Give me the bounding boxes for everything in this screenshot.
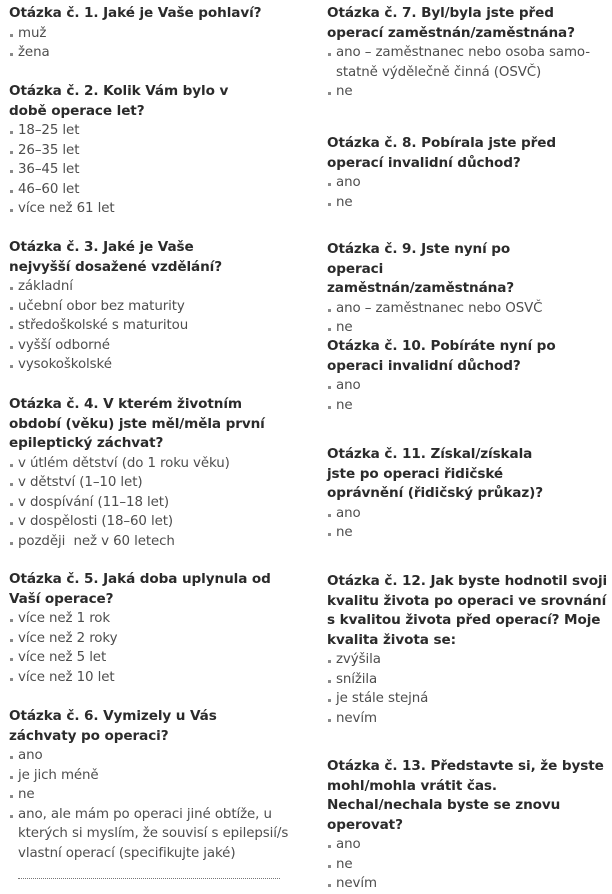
question-3	[9, 238, 299, 375]
option[interactable]: 18–25 let	[9, 121, 299, 141]
question-title: Otázka č. 1. Jaké je Vaše pohlaví?	[9, 5, 262, 21]
question-5	[9, 570, 299, 687]
question-9	[327, 240, 609, 338]
question-title: Otázka č. 2. Kolik Vám bylo v době operace let?	[9, 83, 229, 119]
question-title: Otázka č. 4. V kterém životním období (věku) jste měl/měla první epileptický záchvat?	[9, 396, 265, 451]
question-title: Otázka č. 6. Vymizely u Vás záchvaty po operaci?	[9, 708, 217, 744]
option[interactable]: více než 1 rok	[9, 609, 299, 629]
option[interactable]: 36–45 let	[9, 160, 299, 180]
option[interactable]: ano	[327, 835, 609, 855]
option[interactable]: muž	[9, 24, 299, 44]
option[interactable]: ne	[327, 318, 609, 338]
option[interactable]: ne	[327, 523, 609, 543]
question-8	[327, 134, 609, 212]
question-4	[9, 395, 299, 551]
option[interactable]: ano	[9, 746, 299, 766]
specify-answer-line[interactable]	[18, 878, 280, 879]
option[interactable]: ano	[327, 504, 609, 524]
question-title: Otázka č. 13. Představte si, že byste mohl/mohla vrátit čas. Nechal/nechala byste se znovu operovat?	[327, 758, 604, 833]
question-title: Otázka č. 7. Byl/byla jste před operací zaměstnán/zaměstnána?	[327, 5, 575, 41]
option[interactable]: 46–60 let	[9, 180, 299, 200]
question-2	[9, 82, 299, 219]
option[interactable]: ne	[327, 82, 609, 102]
question-10	[327, 337, 609, 415]
question-title: Otázka č. 12. Jak byste hodnotil svoji kvalitu života po operaci ve srovnání s kvalitou života před operací? Moje kvalita života se:	[327, 573, 608, 648]
question-title: Otázka č. 9. Jste nyní po operaci zaměstnán/zaměstnána?	[327, 241, 515, 296]
option[interactable]: nevím	[327, 709, 609, 729]
question-11	[327, 445, 609, 543]
option[interactable]: vysokoškolské	[9, 355, 299, 375]
option[interactable]: vyšší odborné	[9, 336, 299, 356]
option[interactable]: v dospělosti (18–60 let)	[9, 512, 299, 532]
option[interactable]: učební obor bez maturity	[9, 297, 299, 317]
question-title: Otázka č. 10. Pobíráte nyní po operaci invalidní důchod?	[327, 338, 556, 374]
option[interactable]: základní	[9, 277, 299, 297]
question-title: Otázka č. 11. Získal/získala jste po operaci řidičské oprávnění (řidičský průkaz)?	[327, 446, 544, 501]
option[interactable]: ano	[327, 376, 609, 396]
question-title: Otázka č. 8. Pobírala jste před operací invalidní důchod?	[327, 135, 557, 171]
option[interactable]: v dospívání (11–18 let)	[9, 493, 299, 513]
option[interactable]: ne	[9, 785, 299, 805]
question-6	[9, 707, 299, 879]
question-12	[327, 572, 609, 728]
question-1	[9, 4, 299, 63]
option[interactable]: více než 61 let	[9, 199, 299, 219]
option[interactable]: v útlém dětství (do 1 roku věku)	[9, 454, 299, 474]
option[interactable]: ne	[327, 855, 609, 875]
question-13	[327, 757, 609, 894]
option[interactable]: v dětství (1–10 let)	[9, 473, 299, 493]
option[interactable]: ano, ale mám po operaci jiné obtíže, u kterých si myslím, že souvisí s epilepsií/s vlastní operací (specifikujte jaké)	[9, 805, 298, 864]
option[interactable]: více než 2 roky	[9, 629, 299, 649]
option[interactable]: ano	[327, 173, 609, 193]
option[interactable]: zvýšila	[327, 650, 609, 670]
question-title: Otázka č. 3. Jaké je Vaše nejvyšší dosažené vzdělání?	[9, 239, 223, 275]
option[interactable]: snížila	[327, 670, 609, 690]
option[interactable]: nevím	[327, 874, 609, 894]
option[interactable]: ano – zaměstnanec nebo osoba samo-statně výdělečně činná (OSVČ)	[327, 43, 606, 82]
option[interactable]: více než 10 let	[9, 668, 299, 688]
option[interactable]: žena	[9, 43, 299, 63]
option[interactable]: ne	[327, 396, 609, 416]
question-7	[327, 4, 609, 102]
option[interactable]: ano – zaměstnanec nebo OSVČ	[327, 299, 609, 319]
option[interactable]: ne	[327, 193, 609, 213]
question-title: Otázka č. 5. Jaká doba uplynula od Vaší operace?	[9, 571, 271, 607]
option[interactable]: je stále stejná	[327, 689, 609, 709]
option[interactable]: středoškolské s maturitou	[9, 316, 299, 336]
option[interactable]: 26–35 let	[9, 141, 299, 161]
option[interactable]: více než 5 let	[9, 648, 299, 668]
option[interactable]: později než v 60 letech	[9, 532, 299, 552]
option[interactable]: je jich méně	[9, 766, 299, 786]
